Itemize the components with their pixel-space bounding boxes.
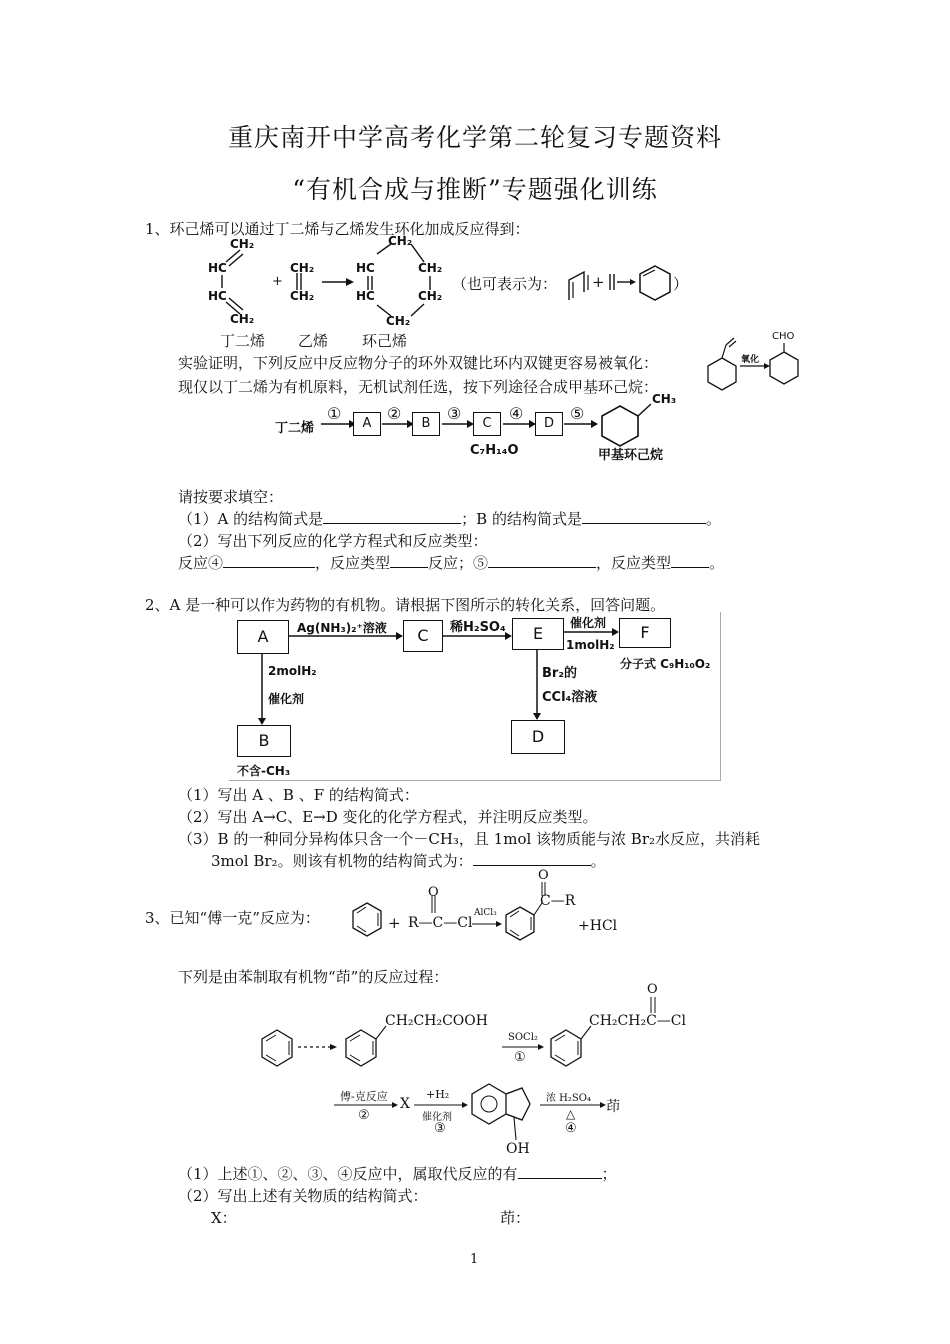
q2-f-formula: 分子式 C₉H₁₀O₂ bbox=[620, 657, 711, 671]
q1-sub2: （2）写出下列反应的化学方程式和反应类型： bbox=[178, 532, 488, 550]
q1-label-hc-1: HC bbox=[208, 261, 227, 275]
q3-fc-reagent: R—C—Cl bbox=[408, 915, 473, 931]
q2-sub3-line2: 3mol Br₂。则该有机物的结构简式为： bbox=[211, 852, 473, 870]
q2-reagent-ab-1: 2molH₂ bbox=[268, 664, 317, 678]
q1-route-start: 丁二烯 bbox=[275, 421, 315, 436]
q2-reagent-ef-1: 催化剂 bbox=[570, 616, 607, 630]
q1-name-ethylene: 乙烯 bbox=[298, 332, 329, 350]
q1-step-4: ④ bbox=[509, 404, 524, 423]
q2-sub2: （2）写出 A→C、E→D 变化的化学方程式，并注明反应类型。 bbox=[178, 808, 598, 826]
q2-reagent-ce: 稀H₂SO₄ bbox=[450, 620, 506, 635]
q3-indene-label: 茚： bbox=[500, 1209, 531, 1227]
page-title: 重庆南开中学高考化学第二轮复习专题资料 bbox=[227, 123, 722, 152]
q3-fc-step: 傅-克反应 bbox=[340, 1090, 388, 1103]
q3-fc-o: O bbox=[428, 885, 439, 900]
q1-alt-form-close: ） bbox=[673, 275, 689, 293]
q1-alt-plus: + bbox=[592, 273, 605, 291]
q3-fc-product-o: O bbox=[538, 868, 549, 883]
q2-box-c: C bbox=[403, 620, 443, 652]
q3-fc-catalyst: AlCl₃ bbox=[474, 908, 497, 918]
q1-sub2-a: 反应④ bbox=[178, 554, 224, 572]
q3-h2so4: 浓 H₂SO₄ bbox=[546, 1093, 591, 1104]
q3-sub1-a: （1）上述①、②、③、④反应中，属取代反应的有 bbox=[178, 1165, 518, 1183]
q1-sub2-c: 反应；⑤ bbox=[428, 554, 489, 572]
q3-h2: +H₂ bbox=[426, 1088, 450, 1101]
q1-oxidation-label: 氧化 bbox=[741, 355, 760, 365]
q3-fc-product-r: C—R bbox=[540, 893, 576, 909]
q3-blank-substitution[interactable] bbox=[518, 1164, 602, 1179]
q3-cat: 催化剂 bbox=[422, 1112, 452, 1123]
q1-box-c: C bbox=[473, 412, 501, 436]
q1-step-5: ⑤ bbox=[570, 404, 585, 423]
q2-reagent-ef-2: 1molH₂ bbox=[566, 638, 615, 652]
q3-socl2: SOCl₂ bbox=[508, 1032, 538, 1043]
q1-step-1: ① bbox=[327, 404, 342, 423]
q1-sub2-b: ，反应类型 bbox=[315, 554, 391, 572]
q1-cho-label: CHO bbox=[772, 331, 795, 342]
q1-name-cyclohexene: 环己烯 bbox=[362, 332, 408, 350]
q1-box-d: D bbox=[535, 412, 563, 436]
q2-box-b: B bbox=[237, 725, 291, 757]
q1-label-ch2-4: CH₂ bbox=[290, 289, 315, 303]
q1-label-hc-2: HC bbox=[208, 289, 227, 303]
q3-acid: CH₂CH₂COOH bbox=[385, 1013, 488, 1029]
q3-step1: ① bbox=[514, 1050, 526, 1065]
q3-step3: ③ bbox=[434, 1121, 446, 1136]
q1-plus: + bbox=[272, 274, 283, 289]
q3-sub2: （2）写出上述有关物质的结构简式： bbox=[178, 1187, 428, 1205]
q1-label-hc-3: HC bbox=[356, 261, 375, 275]
q2-box-a: A bbox=[237, 620, 289, 654]
q3-oh: OH bbox=[506, 1141, 530, 1157]
q1-line1: 实验证明，下列反应中反应物分子的环外双键比环内双键更容易被氧化： bbox=[178, 354, 659, 372]
q1-sub1-b: ；B 的结构简式是 bbox=[461, 510, 582, 528]
q2-reagent-ed-1: Br₂的 bbox=[542, 666, 578, 681]
q2-sub3-end: 。 bbox=[590, 852, 606, 870]
q3-sub1-end: ； bbox=[601, 1165, 617, 1183]
q1-label-ch2-1: CH₂ bbox=[230, 237, 255, 251]
q2-box-f: F bbox=[619, 618, 671, 648]
page-number: 1 bbox=[470, 1252, 479, 1267]
q2-reagent-ab-2: 催化剂 bbox=[268, 692, 305, 706]
q2-box-d: D bbox=[511, 720, 565, 754]
q3-x-label: X： bbox=[211, 1209, 237, 1227]
q2-box-e: E bbox=[512, 618, 564, 650]
q3-step2: ② bbox=[358, 1108, 370, 1123]
q1-fill-prompt: 请按要求填空： bbox=[178, 488, 284, 506]
q3-delta: △ bbox=[566, 1107, 576, 1121]
q3-stem: 3、已知“傅一克”反应为： bbox=[145, 909, 320, 927]
q1-step-3: ③ bbox=[447, 404, 462, 423]
q3-fc-hcl: +HCl bbox=[578, 918, 618, 934]
q2-reagent-ed-2: CCl₄溶液 bbox=[542, 690, 598, 705]
q1-alt-form-open: （也可表示为： bbox=[452, 275, 558, 293]
q3-step4: ④ bbox=[565, 1121, 577, 1136]
q2-sub1: （1）写出 A 、B 、F 的结构简式： bbox=[178, 786, 419, 804]
q1-sub2-end: 。 bbox=[709, 554, 725, 572]
q2-reagent-ac: Ag(NH₃)₂⁺溶液 bbox=[297, 621, 387, 635]
q1-label-ch2-2: CH₂ bbox=[230, 312, 255, 326]
q3-fc-plus: + bbox=[388, 914, 401, 932]
q1-ch3-label: CH₃ bbox=[652, 392, 677, 406]
q1-label-ch2-8: CH₂ bbox=[386, 314, 411, 328]
q2-stem: 2、A 是一种可以作为药物的有机物。请根据下图所示的转化关系，回答问题。 bbox=[145, 596, 666, 614]
page-subtitle: “有机合成与推断”专题强化训练 bbox=[292, 175, 658, 204]
q1-label-ch2-5: CH₂ bbox=[388, 234, 413, 248]
q1-step-2: ② bbox=[387, 404, 402, 423]
q1-label-ch2-7: CH₂ bbox=[418, 289, 443, 303]
q1-label-ch2-6: CH₂ bbox=[418, 261, 443, 275]
q1-sub1-end: 。 bbox=[705, 510, 721, 528]
q1-line2: 现仅以丁二烯为有机原料，无机试剂任选，按下列途径合成甲基环己烷： bbox=[178, 378, 659, 396]
q3-o: O bbox=[647, 982, 658, 997]
q1-label-ch2-3: CH₂ bbox=[290, 261, 315, 275]
q2-b-note: 不含-CH₃ bbox=[237, 764, 291, 778]
q1-box-a: A bbox=[353, 412, 381, 436]
q1-sub2-d: ，反应类型 bbox=[596, 554, 672, 572]
q3-line1: 下列是由苯制取有机物“茚”的反应过程： bbox=[178, 968, 449, 986]
q3-acyl: CH₂CH₂C—Cl bbox=[589, 1013, 686, 1029]
q1-stem: 1、环己烯可以通过丁二烯与乙烯发生环化加成反应得到： bbox=[145, 220, 530, 238]
q1-label-hc-4: HC bbox=[356, 289, 375, 303]
q1-product-name: 甲基环己烷 bbox=[598, 448, 664, 463]
q1-c-formula: C₇H₁₄O bbox=[470, 443, 519, 458]
q3-x: X bbox=[400, 1096, 410, 1112]
q2-sub3-line1: （3）B 的一种同分异构体只含一个－CH₃，且 1mol 该物质能与浓 Br₂水反应，共消耗 bbox=[178, 830, 761, 848]
q1-sub1-a: （1）A 的结构简式是 bbox=[178, 510, 324, 528]
q1-name-butadiene: 丁二烯 bbox=[220, 332, 266, 350]
q1-box-b: B bbox=[412, 412, 440, 436]
q3-indene: 茚 bbox=[606, 1099, 620, 1115]
